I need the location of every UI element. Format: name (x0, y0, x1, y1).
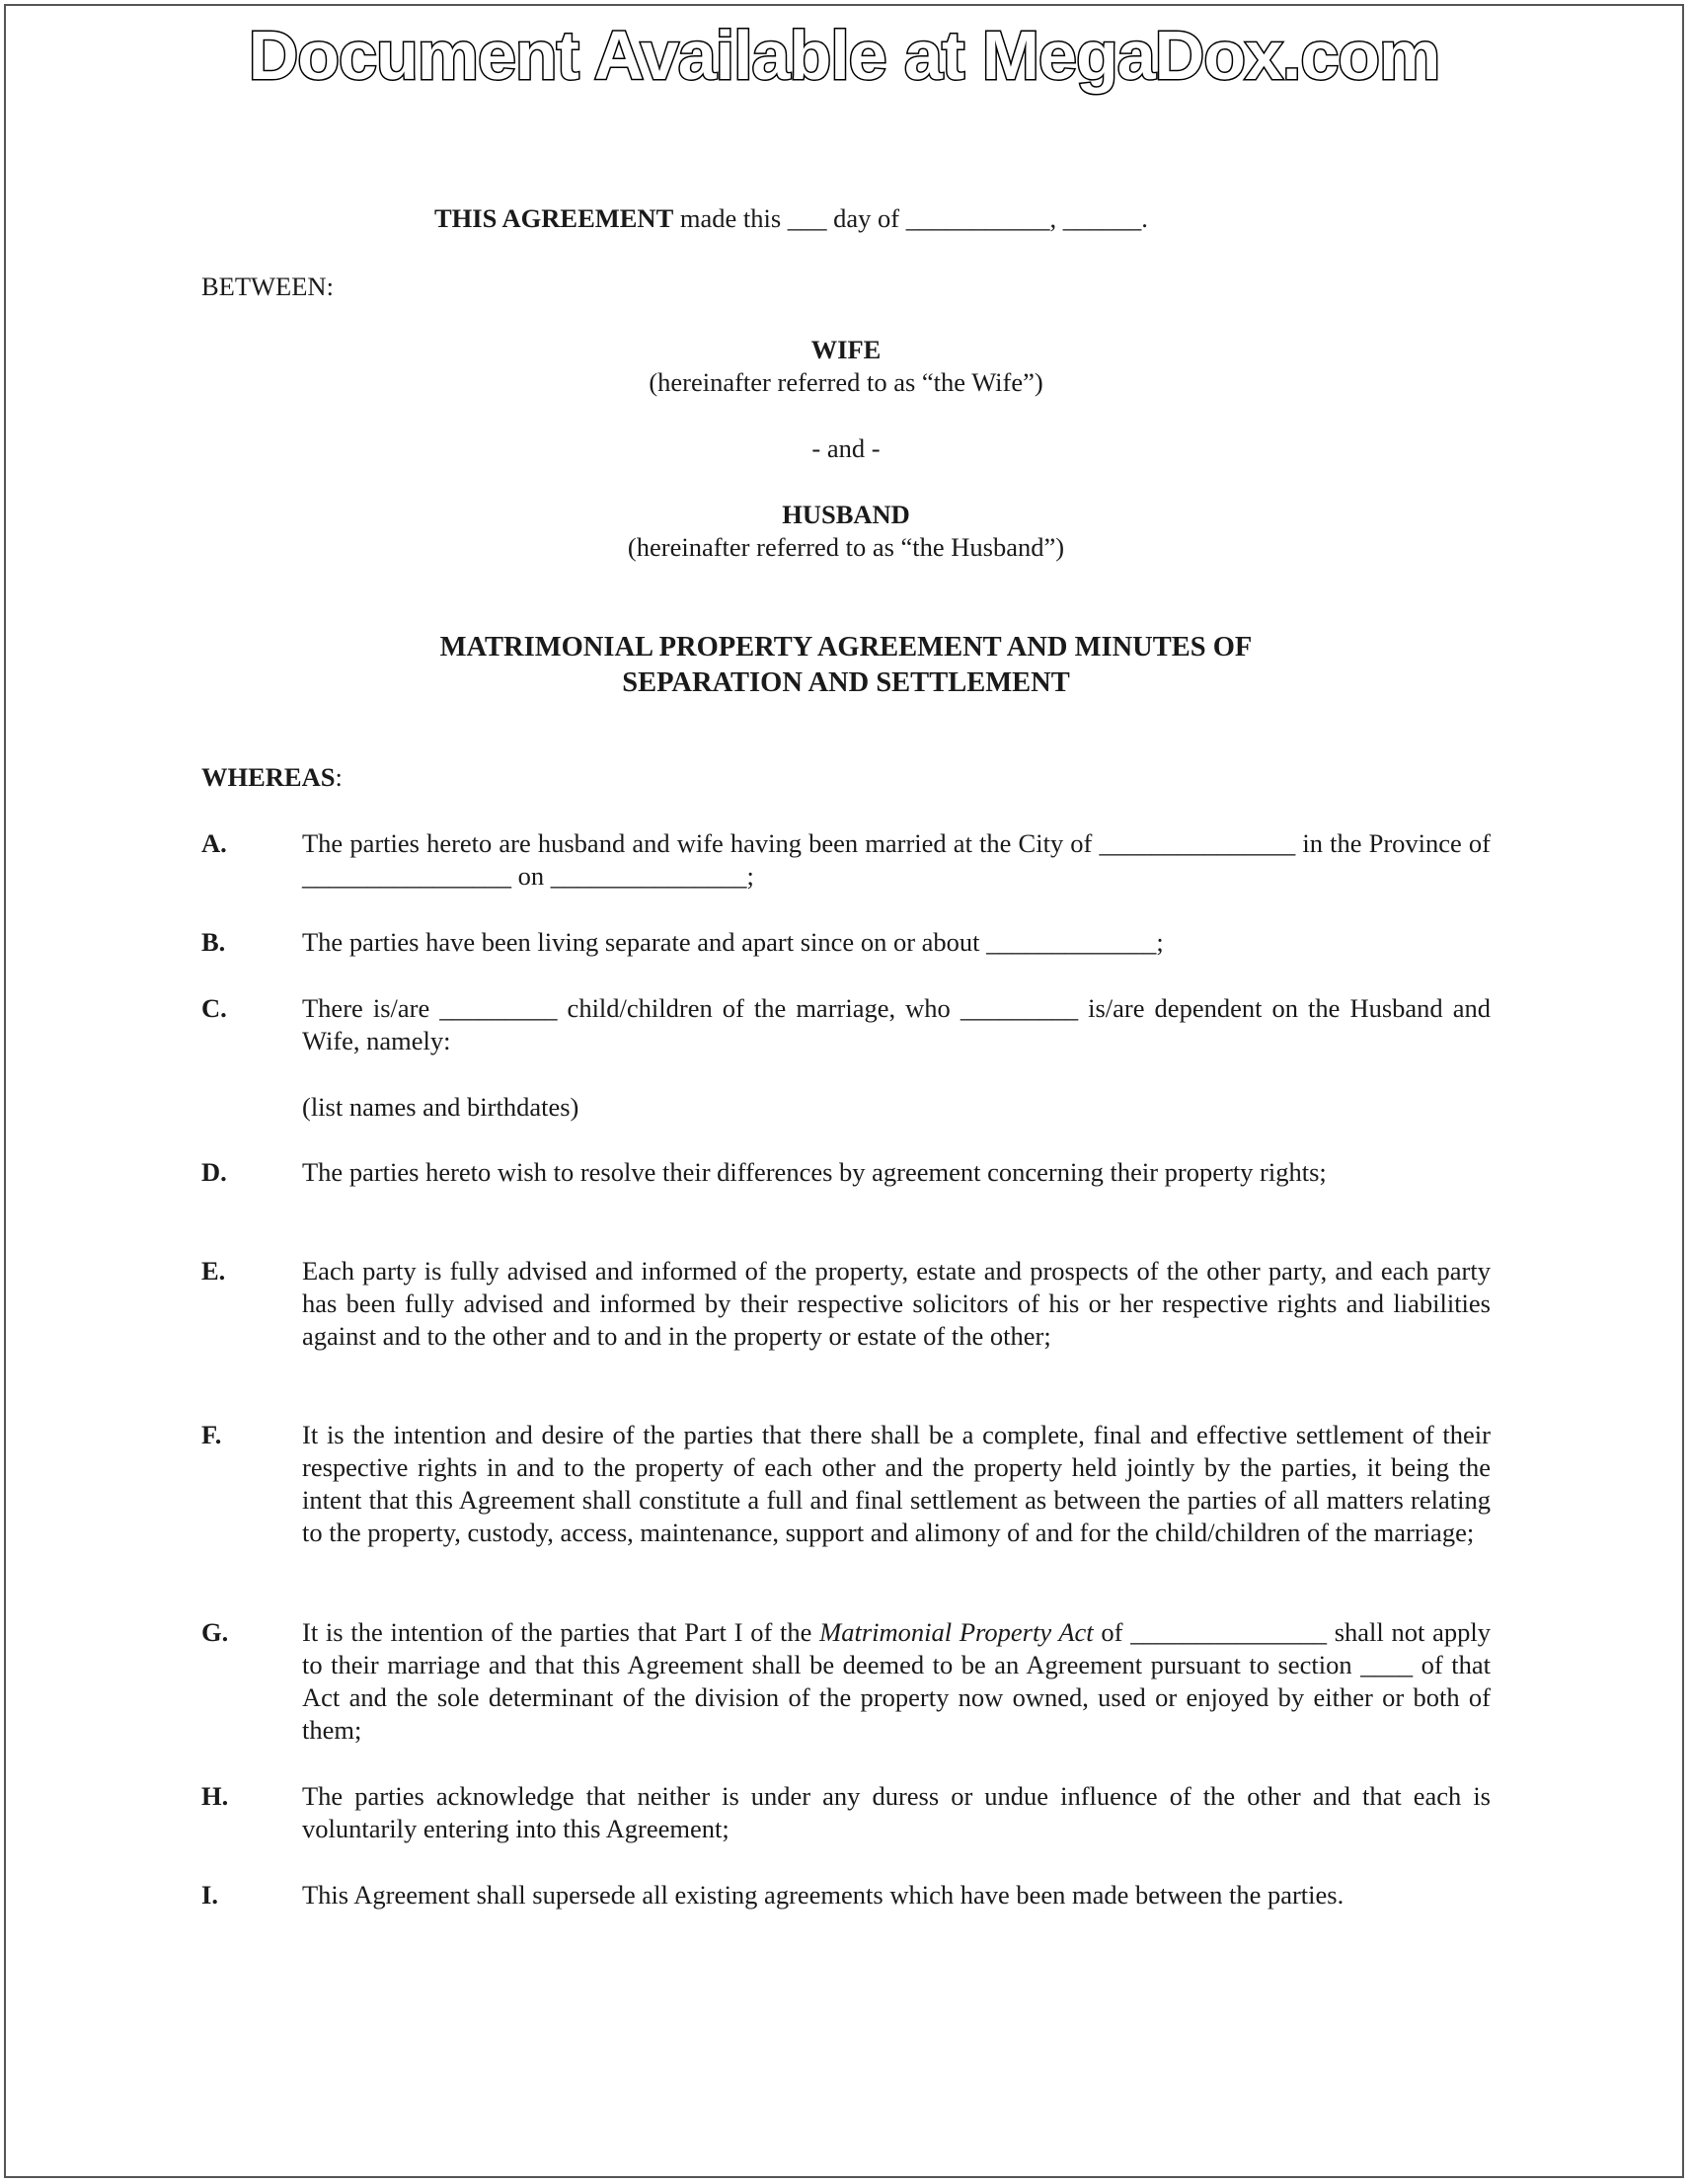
recital-label: B. (201, 927, 226, 957)
party2-ref: (hereinafter referred to as “the Husband”) (627, 532, 1065, 562)
recital-text: The parties have been living separate and apart since on or about _____________; (302, 927, 1164, 957)
recital-text: Each party is fully advised and informed of the property, estate and prospects of the other party, and each party has been fully advised and informed by their respective solicitors of his or her respective rights and liabilities against and to the other and to and in the property or estate of the other; (302, 1256, 1491, 1351)
act-name: Matrimonial Property Act (819, 1617, 1094, 1647)
recital-note: (list names and birthdates) (302, 1092, 579, 1122)
recital-text-pre: It is the intention of the parties that Part I of the (302, 1617, 820, 1647)
recital-text-post: of _______________ shall not apply to their marriage and that this Agreement shall be deemed to be an Agreement pursuant to section ____ of that Act and the sole determinant of the division of the property now owned, used or enjoyed by either or both of them; (302, 1617, 1491, 1745)
recital-label: F. (201, 1420, 222, 1449)
party2-name: HUSBAND (782, 500, 910, 529)
recital-label: A. (201, 828, 227, 858)
recital-text: The parties hereto wish to resolve their differences by agreement concerning their property rights; (302, 1157, 1327, 1187)
intro-bold: THIS AGREEMENT (434, 203, 674, 233)
watermark-banner: Document Available at MegaDox.com (248, 17, 1440, 94)
recital-label: G. (201, 1617, 229, 1647)
intro-rest: made this ___ day of ___________, ______. (673, 203, 1148, 233)
recital-text (302, 1616, 1491, 1747)
recital-text: It is the intention and desire of the parties that there shall be a complete, final and effective settlement of their respective rights in and to the property of each other and the property held jointly by the parties, it being the intent that this Agreement shall constitute a full and final settlement as between the parties of all matters relating to the property, custody, access, maintenance, support and alimony of and for the child/children of the marriage; (302, 1420, 1491, 1547)
recital-label: H. (201, 1781, 229, 1811)
agreement-intro (434, 202, 1421, 235)
whereas-heading (201, 761, 1491, 794)
recital-text: There is/are _________ child/children of the marriage, who _________ is/are dependent on the Husband and Wife, namely: (302, 993, 1491, 1055)
recital-text: The parties acknowledge that neither is under any duress or undue influence of the other and that each is voluntarily entering into this Agreement; (302, 1781, 1491, 1843)
party1-ref: (hereinafter referred to as “the Wife”) (649, 367, 1043, 397)
and-separator: - and - (811, 433, 881, 463)
recital-label: D. (201, 1157, 227, 1187)
between-label: BETWEEN: (201, 272, 334, 301)
recital-text: The parties hereto are husband and wife having been married at the City of _______________ in the Province of ________________ on _______________; (302, 828, 1491, 891)
recital-label: I. (201, 1880, 218, 1910)
recital-text: This Agreement shall supersede all existing agreements which have been made between the parties. (302, 1880, 1344, 1910)
party1-name: WIFE (810, 335, 882, 364)
document-title-line2: SEPARATION AND SETTLEMENT (622, 667, 1070, 698)
document-title-line1: MATRIMONIAL PROPERTY AGREEMENT AND MINUTES OF (439, 632, 1253, 663)
whereas-word: WHEREAS (201, 762, 336, 792)
recital-label: E. (201, 1256, 226, 1286)
whereas-colon: : (335, 762, 343, 792)
recital-label: C. (201, 993, 227, 1023)
